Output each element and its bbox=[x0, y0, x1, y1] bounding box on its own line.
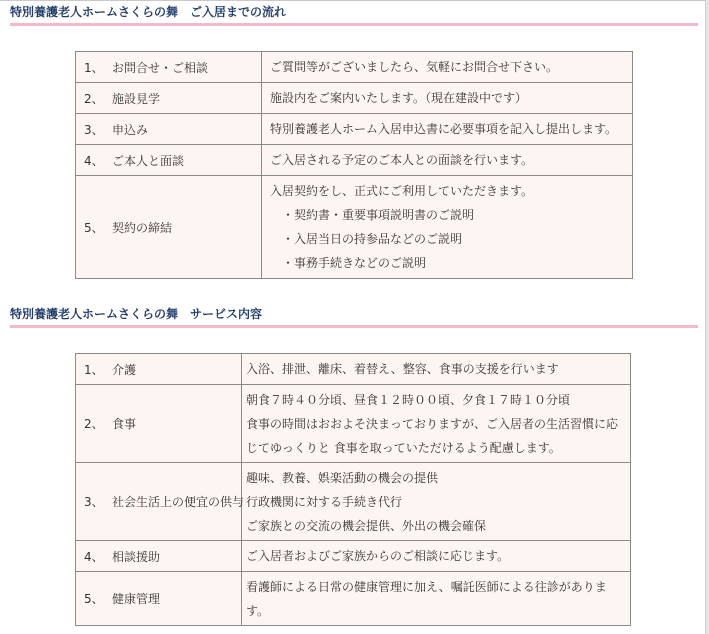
service-step-number: 2、 bbox=[84, 417, 104, 431]
flow-row bbox=[76, 145, 633, 176]
flow-step-number: 1、 bbox=[84, 60, 104, 75]
service-description-line: 趣味、教養、娯楽活動の機会の提供 bbox=[246, 470, 439, 485]
flow-step-cell bbox=[76, 52, 262, 83]
flow-description-cell bbox=[262, 145, 633, 176]
service-row bbox=[76, 541, 631, 572]
service-row bbox=[76, 463, 631, 541]
services-section-heading: 特別養護老人ホームさくらの舞 サービス内容 bbox=[10, 307, 698, 328]
service-step-number: 3、 bbox=[84, 495, 104, 509]
services-table bbox=[75, 353, 631, 626]
flow-step-label: ご本人と面談 bbox=[112, 153, 185, 168]
service-description-line: 朝食７時４０分頃、昼食１２時００頃、夕食１７時１０分頃 bbox=[246, 392, 571, 407]
service-step-number: 1、 bbox=[84, 362, 104, 377]
flow-section-heading: 特別養護老人ホームさくらの舞 ご入居までの流れ bbox=[10, 5, 698, 26]
service-row bbox=[76, 354, 631, 385]
flow-step-number: 3、 bbox=[84, 122, 104, 137]
service-description-cell bbox=[242, 385, 631, 463]
service-description-line: 入浴、排泄、離床、着替え、整容、食事の支援を行います bbox=[246, 362, 559, 376]
service-step-cell bbox=[76, 354, 242, 385]
service-description-line: ご家族との交流の機会提供、外出の機会確保 bbox=[246, 518, 487, 533]
service-description-line: 食事の時間はおおよそ決まっておりますが、ご入居者の生活習慣に応 bbox=[246, 416, 619, 431]
service-step-label: 相談援助 bbox=[112, 549, 161, 564]
service-row bbox=[76, 385, 631, 463]
flow-description-cell bbox=[262, 114, 633, 145]
service-step-label: 介護 bbox=[112, 362, 137, 377]
service-step-cell bbox=[76, 541, 242, 572]
service-step-label: 社会生活上の便宜の供与 bbox=[112, 495, 245, 509]
flow-description-line: 入居契約をし、正式にご利用していただきます。 bbox=[270, 184, 534, 198]
service-description-line: 看護師による日常の健康管理に加え、嘱託医師による往診がありま bbox=[246, 579, 607, 594]
flow-description-line: ・入居当日の持参品などのご説明 bbox=[282, 232, 463, 246]
flow-description-line: 特別養護老人ホーム入居申込書に必要事項を記入し提出します。 bbox=[270, 122, 618, 136]
service-step-number: 5、 bbox=[84, 592, 104, 606]
flow-description-line: ・契約書・重要事項説明書のご説明 bbox=[282, 208, 475, 222]
flow-description-line: 施設内をご案内いたします。（現在建設中です） bbox=[270, 91, 528, 105]
flow-step-label: 施設見学 bbox=[112, 91, 161, 106]
flow-step-number: 2、 bbox=[84, 91, 104, 106]
flow-step-cell bbox=[76, 114, 262, 145]
service-description-line: じてゆっくりと 食事を取っていただけるよう配慮します。 bbox=[246, 440, 561, 455]
service-description-cell bbox=[242, 354, 631, 385]
flow-row bbox=[76, 114, 633, 145]
flow-step-label: 契約の締結 bbox=[112, 220, 173, 235]
service-step-cell bbox=[76, 572, 242, 626]
window-top-border bbox=[0, 0, 709, 1]
flow-step-cell bbox=[76, 176, 262, 279]
service-step-label: 食事 bbox=[112, 417, 137, 431]
service-step-label: 健康管理 bbox=[112, 592, 161, 606]
flow-description-line: ご入居される予定のご本人との面談を行います。 bbox=[270, 153, 534, 167]
services-table-body bbox=[76, 354, 631, 626]
flow-step-number: 4、 bbox=[84, 153, 104, 168]
service-description-cell bbox=[242, 463, 631, 541]
vertical-scrollbar[interactable] bbox=[705, 0, 709, 634]
flow-description-cell bbox=[262, 83, 633, 114]
flow-step-label: お問合せ・ご相談 bbox=[112, 60, 209, 75]
service-step-cell bbox=[76, 385, 242, 463]
service-description-cell bbox=[242, 572, 631, 626]
service-row bbox=[76, 572, 631, 626]
service-description-cell bbox=[242, 541, 631, 572]
service-step-number: 4、 bbox=[84, 549, 104, 564]
flow-row bbox=[76, 176, 633, 279]
flow-step-label: 申込み bbox=[112, 122, 149, 137]
flow-step-cell bbox=[76, 83, 262, 114]
flow-description-cell bbox=[262, 176, 633, 279]
flow-step-number: 5、 bbox=[84, 220, 104, 235]
flow-table bbox=[75, 51, 633, 279]
service-step-cell bbox=[76, 463, 245, 541]
flow-row bbox=[76, 83, 633, 114]
flow-table-body bbox=[76, 52, 633, 279]
flow-description-line: ・事務手続きなどのご説明 bbox=[282, 256, 427, 270]
service-description-line: 行政機関に対する手続き代行 bbox=[246, 494, 403, 509]
flow-description-line: ご質問等がございましたら、気軽にお問合せ下さい。 bbox=[270, 60, 559, 74]
flow-step-cell bbox=[76, 145, 262, 176]
flow-description-cell bbox=[262, 52, 633, 83]
service-description-line: ご入居者およびご家族からのご相談に応じます。 bbox=[246, 549, 510, 563]
flow-row bbox=[76, 52, 633, 83]
service-description-line: す。 bbox=[246, 603, 270, 618]
